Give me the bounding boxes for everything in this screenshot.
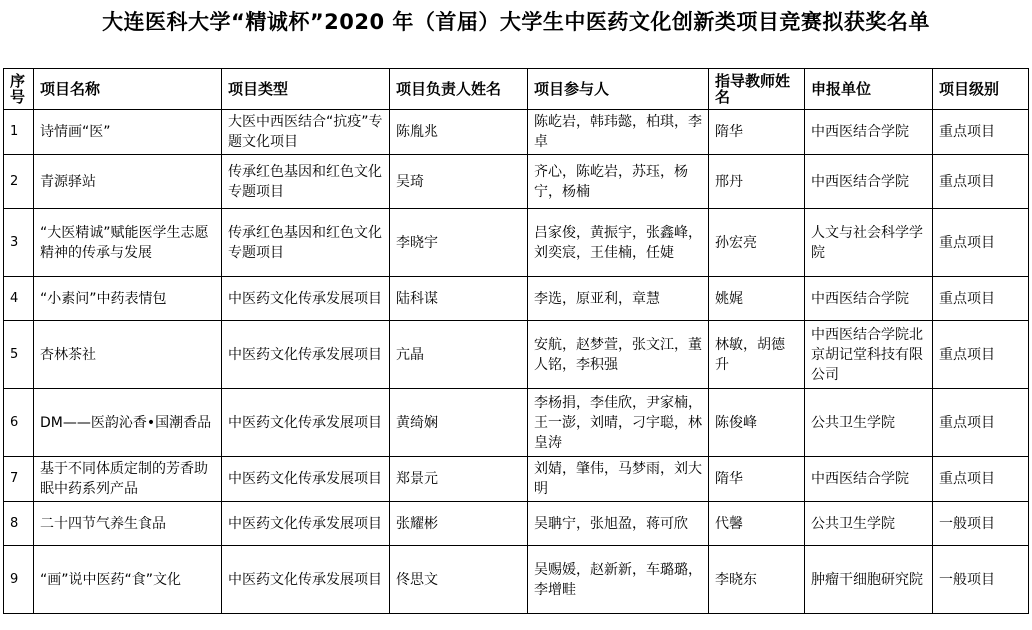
- cell-level: 一般项目: [933, 502, 1029, 546]
- cell-advisor: 代馨: [709, 502, 805, 546]
- table-row: [4, 277, 1029, 321]
- cell-level: 重点项目: [933, 209, 1029, 277]
- cell-level: 重点项目: [933, 389, 1029, 457]
- cell-advisor: 陈俊峰: [709, 389, 805, 457]
- cell-leader: 张耀彬: [390, 502, 528, 546]
- cell-project-name: 青源驿站: [34, 155, 222, 209]
- cell-advisor: 隋华: [709, 457, 805, 502]
- header-project-name: 项目名称: [34, 69, 222, 110]
- cell-project-type: 中医药文化传承发展项目: [222, 321, 390, 389]
- table-row: [4, 502, 1029, 546]
- table-row: [4, 546, 1029, 614]
- cell-leader: 李晓宇: [390, 209, 528, 277]
- header-index: 序号: [4, 69, 34, 110]
- cell-project-name: 二十四节气养生食品: [34, 502, 222, 546]
- header-project-type: 项目类型: [222, 69, 390, 110]
- cell-unit: 肿瘤干细胞研究院: [805, 546, 933, 614]
- header-participants: 项目参与人: [528, 69, 709, 110]
- cell-participants: 李杨捐，李佳欣，尹家楠，王一澎，刘晴，刁宇聪，林皇涛: [528, 389, 709, 457]
- cell-project-type: 中医药文化传承发展项目: [222, 389, 390, 457]
- cell-level: 重点项目: [933, 277, 1029, 321]
- cell-unit: 公共卫生学院: [805, 389, 933, 457]
- cell-project-name: DM——医韵沁香•国潮香品: [34, 389, 222, 457]
- cell-project-name: “大医精诚”赋能医学生志愿精神的传承与发展: [34, 209, 222, 277]
- table-row: [4, 457, 1029, 502]
- cell-index: 5: [4, 321, 34, 389]
- cell-index: 7: [4, 457, 34, 502]
- cell-unit: 中西医结合学院: [805, 155, 933, 209]
- cell-project-type: 中医药文化传承发展项目: [222, 457, 390, 502]
- table-row: [4, 155, 1029, 209]
- table-row: [4, 389, 1029, 457]
- cell-leader: 黄绮娴: [390, 389, 528, 457]
- header-advisor: 指导教师姓名: [709, 69, 805, 110]
- header-level: 项目级别: [933, 69, 1029, 110]
- cell-index: 8: [4, 502, 34, 546]
- cell-level: 重点项目: [933, 321, 1029, 389]
- cell-index: 4: [4, 277, 34, 321]
- cell-leader: 郑景元: [390, 457, 528, 502]
- cell-project-type: 传承红色基因和红色文化专题项目: [222, 155, 390, 209]
- cell-project-type: 中医药文化传承发展项目: [222, 502, 390, 546]
- cell-index: 2: [4, 155, 34, 209]
- cell-unit: 公共卫生学院: [805, 502, 933, 546]
- cell-unit: 中西医结合学院: [805, 457, 933, 502]
- cell-level: 重点项目: [933, 457, 1029, 502]
- cell-advisor: 邢丹: [709, 155, 805, 209]
- cell-project-name: “小素问”中药表情包: [34, 277, 222, 321]
- cell-leader: 佟思文: [390, 546, 528, 614]
- cell-participants: 李选，原亚利，章慧: [528, 277, 709, 321]
- cell-leader: 陈胤兆: [390, 110, 528, 155]
- cell-unit: 中西医结合学院北京胡记堂科技有限公司: [805, 321, 933, 389]
- page-title: 大连医科大学“精诚杯”2020 年（首届）大学生中医药文化创新类项目竞赛拟获奖名单: [102, 10, 930, 34]
- cell-advisor: 姚娓: [709, 277, 805, 321]
- cell-leader: 陆科谋: [390, 277, 528, 321]
- cell-advisor: 孙宏亮: [709, 209, 805, 277]
- cell-participants: 齐心，陈屹岩，苏珏，杨宁，杨楠: [528, 155, 709, 209]
- cell-participants: 刘婧，肇伟，马梦雨，刘大明: [528, 457, 709, 502]
- cell-project-type: 传承红色基因和红色文化专题项目: [222, 209, 390, 277]
- cell-participants: 吕家俊，黄振宇，张鑫峰，刘奕宸，王佳楠，任婕: [528, 209, 709, 277]
- cell-project-type: 中医药文化传承发展项目: [222, 546, 390, 614]
- cell-index: 9: [4, 546, 34, 614]
- header-unit: 申报单位: [805, 69, 933, 110]
- cell-advisor: 隋华: [709, 110, 805, 155]
- cell-participants: 陈屹岩，韩玮懿，柏琪，李卓: [528, 110, 709, 155]
- cell-index: 6: [4, 389, 34, 457]
- cell-level: 重点项目: [933, 110, 1029, 155]
- table-row: [4, 209, 1029, 277]
- cell-project-type: 大医中西医结合“抗疫”专题文化项目: [222, 110, 390, 155]
- cell-advisor: 李晓东: [709, 546, 805, 614]
- cell-project-type: 中医药文化传承发展项目: [222, 277, 390, 321]
- cell-participants: 安航，赵梦萱，张文江，董人铭，李积强: [528, 321, 709, 389]
- cell-unit: 人文与社会科学学院: [805, 209, 933, 277]
- cell-unit: 中西医结合学院: [805, 277, 933, 321]
- cell-leader: 亢晶: [390, 321, 528, 389]
- cell-participants: 吴聃宁，张旭盈，蒋可欣: [528, 502, 709, 546]
- table-header-row: [4, 69, 1029, 110]
- cell-project-name: 杏林茶社: [34, 321, 222, 389]
- cell-index: 3: [4, 209, 34, 277]
- table-row: [4, 110, 1029, 155]
- cell-unit: 中西医结合学院: [805, 110, 933, 155]
- header-leader: 项目负责人姓名: [390, 69, 528, 110]
- cell-participants: 吴赐媛，赵新新，车璐璐，李增畦: [528, 546, 709, 614]
- cell-advisor: 林敏，胡德升: [709, 321, 805, 389]
- cell-project-name: 基于不同体质定制的芳香助眠中药系列产品: [34, 457, 222, 502]
- cell-level: 重点项目: [933, 155, 1029, 209]
- award-table: [3, 68, 1029, 614]
- cell-level: 一般项目: [933, 546, 1029, 614]
- cell-index: 1: [4, 110, 34, 155]
- table-row: [4, 321, 1029, 389]
- cell-leader: 吴琦: [390, 155, 528, 209]
- cell-project-name: “画”说中医药“食”文化: [34, 546, 222, 614]
- cell-project-name: 诗情画“医”: [34, 110, 222, 155]
- table-body: [4, 110, 1029, 614]
